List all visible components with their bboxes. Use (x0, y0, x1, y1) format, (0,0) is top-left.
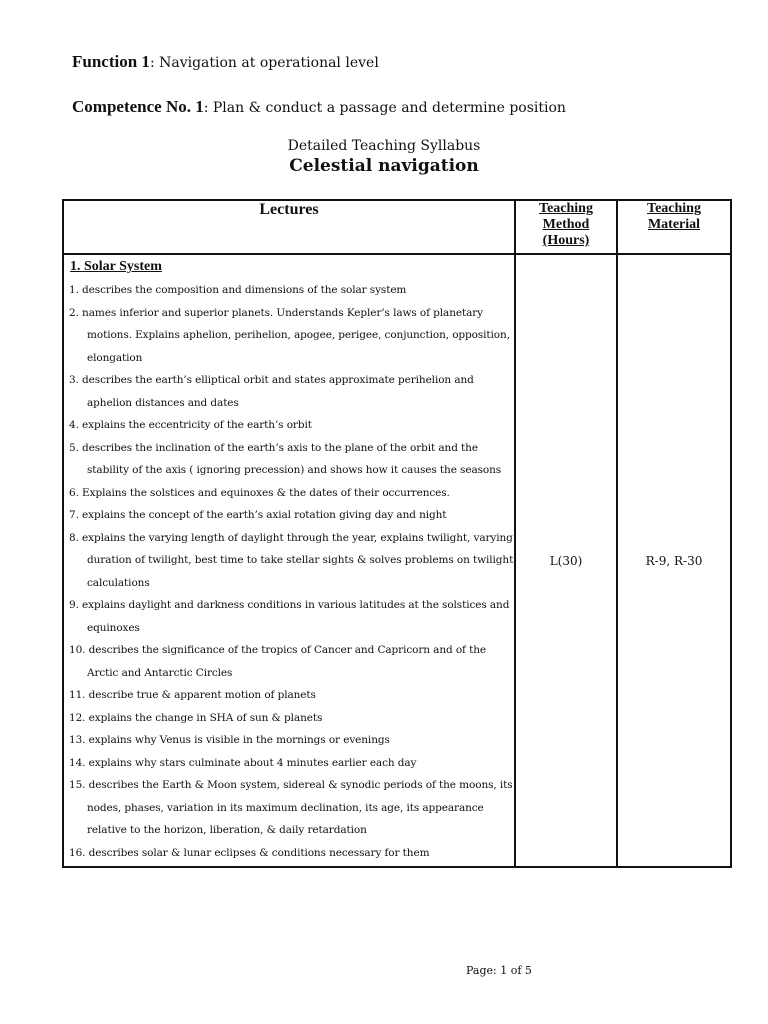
header-lectures: Lectures (63, 200, 515, 254)
header-teaching-material (617, 200, 731, 254)
list-item: 11. describe true & apparent motion of planets (69, 689, 316, 701)
header-material-line: Teaching (647, 201, 701, 216)
list-item: 9. explains daylight and darkness conditions in various latitudes at the solstices and equinoxes (69, 599, 510, 634)
header-method-line: Method (542, 217, 590, 232)
teaching-method-value: L(30) (515, 254, 617, 867)
header-teaching-method (515, 200, 617, 254)
table-row (63, 254, 731, 867)
list-item: 12. explains the change in SHA of sun & planets (69, 711, 323, 724)
section-title: 1. Solar System (70, 259, 162, 274)
function-heading (72, 52, 379, 72)
competence-heading (72, 97, 566, 117)
syllabus-table (62, 199, 732, 868)
competence-label: Competence No. 1 (72, 97, 204, 116)
list-item: 10. describes the significance of the tropics of Cancer and Capricorn and of the Arctic and Antarctic Circles (69, 644, 486, 679)
list-item: 16. describes solar & lunar eclipses & conditions necessary for them (69, 846, 430, 859)
header-method-line: (Hours) (542, 233, 590, 248)
table-header-row (63, 200, 731, 254)
teaching-material-value: R-9, R-30 (617, 254, 731, 867)
competence-text: : Plan & conduct a passage and determine position (203, 100, 566, 116)
subtitle: Detailed Teaching Syllabus (287, 138, 481, 154)
list-item: 4. explains the eccentricity of the earth’s orbit (69, 419, 312, 431)
list-item: 5. describes the inclination of the earth’s axis to the plane of the orbit and the stability of the axis ( ignoring precession) and shows how it causes the seasons (69, 441, 502, 476)
list-item: 1. describes the composition and dimensions of the solar system (69, 284, 407, 296)
function-label: Function 1 (72, 52, 150, 71)
list-item: 3. describes the earth’s elliptical orbit and states approximate perihelion and aphelion distances and dates (69, 374, 474, 409)
list-item: 6. Explains the solstices and equinoxes & the dates of their occurrences. (69, 486, 450, 499)
list-item: 7. explains the concept of the earth’s axial rotation giving day and night (69, 509, 447, 521)
list-item: 2. names inferior and superior planets. Understands Kepler’s laws of planetary motions. Explains aphelion, perihelion, apogee, perigee, conjunction, opposition, elongation (69, 306, 510, 364)
list-item: 14. explains why stars culminate about 4 minutes earlier each day (69, 756, 417, 769)
lectures-cell (63, 254, 515, 867)
page-number: Page: 1 of 5 (466, 964, 532, 977)
list-item: 15. describes the Earth & Moon system, sidereal & synodic periods of the moons, its nodes, phases, variation in its maximum declination, its age, its appearance relative to the horizon, liberation, & daily retardation (69, 779, 513, 836)
header-method-line: Teaching (539, 201, 593, 216)
function-text: : Navigation at operational level (149, 55, 379, 71)
header-material-line: Material (647, 217, 701, 232)
objective-list (64, 279, 514, 866)
list-item: 13. explains why Venus is visible in the mornings or evenings (69, 734, 390, 746)
list-item: 8. explains the varying length of daylight through the year, explains twilight, varying duration of twilight, best time to take stellar sights & solves problems on twilight calculations (69, 531, 514, 589)
page-title: Celestial navigation (289, 156, 479, 176)
